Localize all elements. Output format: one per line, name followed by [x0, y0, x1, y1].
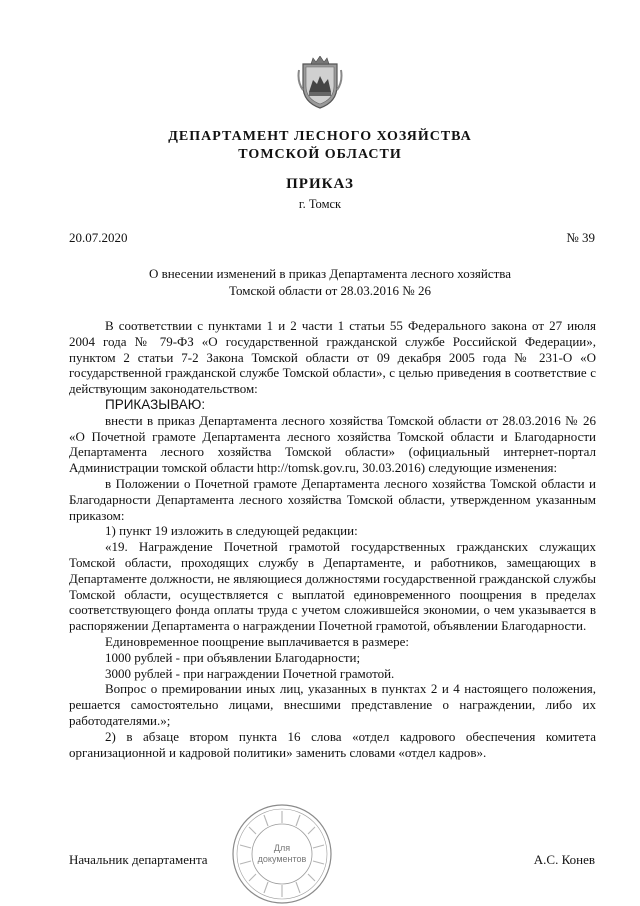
body-paragraph-amend: внести в приказ Департамента лесного хозяйства Томской области от 28.03.2016 № 26 «О Почетной грамоте Департамента лесного хозяйства Томской области и Благодарности Департамента лесного хозяйства Томской области» (официальный интернет-портал Администрации томской области http://tomsk.gov.ru, 30.03.2016) следующие изменения:: [69, 412, 596, 476]
stamp-text-line1: Для: [273, 843, 291, 853]
body-paragraph-bonus-1000: 1000 рублей - при объявлении Благодарности;: [105, 649, 361, 665]
body-paragraph-regulation: в Положении о Почетной грамоте Департамента лесного хозяйства Томской области и Благодарности Департамента лесного хозяйства Томской области, утвержденном указанным приказом:: [69, 475, 596, 523]
document-type: ПРИКАЗ: [286, 176, 354, 192]
body-paragraph-order: ПРИКАЗЫВАЮ:: [105, 396, 206, 412]
official-stamp: [230, 802, 334, 906]
department-name: [0, 128, 640, 164]
document-date: 20.07.2020: [69, 230, 128, 245]
body-paragraph-item1: 1) пункт 19 изложить в следующей редакции:: [105, 523, 358, 539]
document-number: № 39: [566, 230, 595, 245]
document-body: [69, 318, 596, 760]
body-paragraph-bonus-3000: 3000 рублей - при награждении Почетной грамотой.: [105, 665, 395, 681]
subject-line2: Томской области от 28.03.2016 № 26: [229, 283, 431, 298]
body-paragraph-clause19: «19. Награждение Почетной грамотой государственных гражданских служащих Томской области, проходящих службу в Департаменте, и работников, замещающих в Департаменте должности, не являющиеся должностями государственной гражданской службы Томской области, осуществляется с выплатой единовременного поощрения в пределах соответствующего фонда оплаты труда с учетом сложившейся экономии, о чем указывается в распоряжении Департамента о награждении Почетной грамотой, объявлении Благодарности.: [69, 539, 596, 634]
stamp-text-line2: документов: [257, 854, 307, 864]
document-subject: [60, 265, 600, 299]
department-name-line2: ТОМСКОЙ ОБЛАСТИ: [238, 147, 402, 162]
department-name-line1: ДЕПАРТАМЕНТ ЛЕСНОГО ХОЗЯЙСТВА: [168, 129, 472, 144]
subject-line1: О внесении изменений в приказ Департамента лесного хозяйства: [148, 266, 512, 281]
body-paragraph-other-persons: Вопрос о премировании иных лиц, указанных в пунктах 2 и 4 настоящего положения, решается самостоятельно лицами, внесшими представление о награждении, либо их работодателями.»;: [69, 681, 596, 728]
body-paragraph-item2: 2) в абзаце втором пункта 16 слова «отдел кадрового обеспечения комитета организационной и кадровой политики» заменить словами «отдел кадров».: [69, 728, 596, 760]
body-paragraph-bonus: Единовременное поощрение выплачивается в размере:: [105, 633, 410, 649]
body-paragraph-preamble: В соответствии с пунктами 1 и 2 части 1 статьи 55 Федерального закона от 27 июля 2004 года № 79-ФЗ «О государственной гражданской службе Российской Федерации», пунктом 2 статьи 7-2 Закона Томской области от 09 декабря 2005 года № 231-О «О государственной гражданской службе Томской области», с целью приведения в соответствие с действующим законодательством:: [69, 318, 596, 397]
signatory-position: Начальник департамента: [69, 852, 208, 867]
document-city: г. Томск: [298, 197, 342, 211]
signatory-name: А.С. Конев: [533, 852, 595, 867]
tomsk-coat-of-arms-icon: [297, 56, 343, 110]
